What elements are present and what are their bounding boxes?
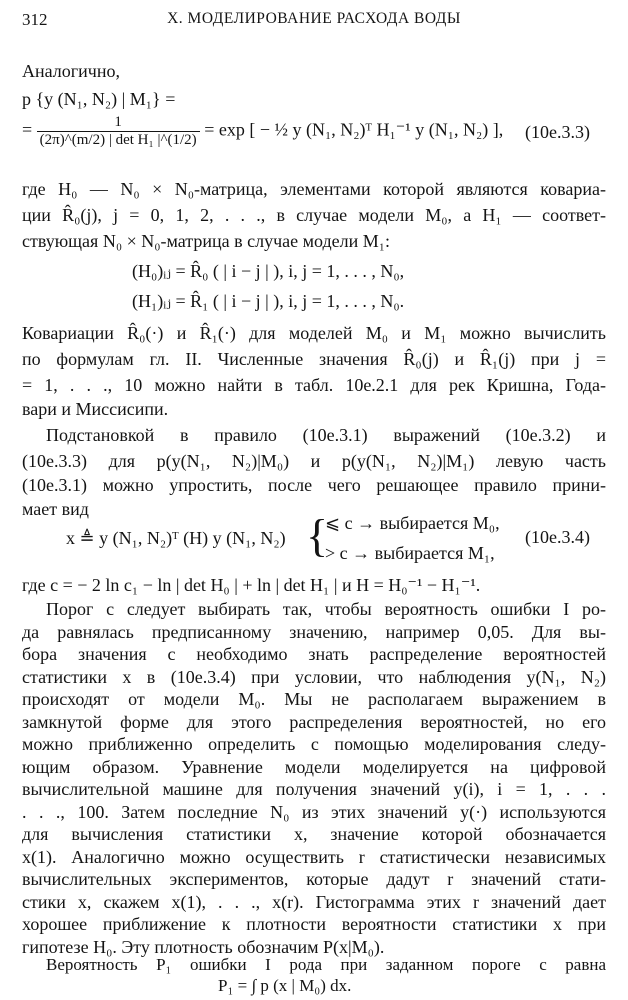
porog-line-13: вычислительных экспериментов, которые дадут r значений стати- xyxy=(22,869,606,889)
porog-line-10: . . ., 100. Затем последние N₀ из этих значений y(·) используются xyxy=(22,802,606,822)
h1-definition: (H₁)ᵢⱼ = R̂₁ ( | i − j | ), i, j = 1, . . . , N₀. xyxy=(132,291,405,311)
porog-line-8: ющим образом. Уравнение модели моделируется на цифровой xyxy=(22,757,606,777)
porog-line-4: статистики x в (10е.3.4) при условии, что наблюдения y(N₁, N₂) xyxy=(22,667,606,687)
gde-line-2: ции R̂₀(j), j = 0, 1, 2, . . ., в случае модели M₀, а H₁ — соответ- xyxy=(22,205,606,225)
subst-line-4: мает вид xyxy=(22,499,89,519)
porog-line-16: гипотезе H₀. Эту плотность обозначим P(x|M₀). xyxy=(22,937,385,957)
porog-line-14: стики x, скажем x(1), . . ., x(r). Гистограмма этих r значений дает xyxy=(22,892,606,912)
cov-line-1: Ковариации R̂₀(·) и R̂₁(·) для моделей M₀ и M₁ можно вычислить xyxy=(22,323,606,343)
eq-3-4-case-2: > c → выбирается M₁, xyxy=(325,543,495,563)
porog-line-2: да равнялась предписанному значению, например 0,05. Для вы- xyxy=(22,622,606,642)
porog-line-12: x(1). Аналогично можно осуществить r статистически независимых xyxy=(22,847,606,867)
gde-line-1: где H₀ — N₀ × N₀-матрица, элементами которой являются ковариа- xyxy=(22,179,606,199)
cov-line-2: по формулам гл. II. Численные значения R̂₀(j) и R̂₁(j) при j = xyxy=(22,349,606,369)
veroyat-line: Вероятность P₁ ошибки I рода при заданном пороге c равна xyxy=(46,955,606,974)
porog-line-7: можно приближенно определить с помощью моделирования следу- xyxy=(22,734,606,754)
p1-integral-formula: P₁ = ∫ p (x | M₀) dx. xyxy=(218,976,352,995)
porog-line-1: Порог c следует выбирать так, чтобы вероятность ошибки I ро- xyxy=(46,599,606,619)
porog-line-11: для вычисления статистики x, значение которой обозначается xyxy=(22,824,606,844)
eq-3-3-body: = $\frac{1}{\text{(2π)\textasciicircum{}(m/2) | det H₁ |\textasciicircum{}(1/2)}}$ = exp [ − ½ y (N₁, N₂)ᵀ H₁⁻¹ y (N₁, N₂) ], xyxy=(22,114,504,148)
eq-3-3-denominator: (2π)^(m/2) | det H₁ |^(1/2) xyxy=(39,132,197,148)
h0-definition: (H₀)ᵢⱼ = R̂₀ ( | i − j | ), i, j = 1, . . . , N₀, xyxy=(132,261,405,281)
subst-line-2: (10е.3.3) для p(y(N₁, N₂)|M₀) и p(y(N₁, N₂)|M₁) левую часть xyxy=(22,451,606,471)
eq-3-4-label: (10е.3.4) xyxy=(525,527,590,547)
porog-line-6: замкнутой форме для этого распределения вероятностей, но его xyxy=(22,712,606,732)
eq-3-4-lhs: x ≜ y (N₁, N₂)ᵀ (H) y (N₁, N₂) xyxy=(66,528,286,548)
page-number: 312 xyxy=(22,10,48,29)
intro-word: Аналогично, xyxy=(22,61,120,81)
running-title: X. МОДЕЛИРОВАНИЕ РАСХОДА ВОДЫ xyxy=(167,10,461,27)
cov-line-3: = 1, . . ., 10 можно найти в табл. 10е.2.1 для рек Кришна, Года- xyxy=(22,375,606,395)
gde-line-3: ствующая N₀ × N₀-матрица в случае модели M₁: xyxy=(22,231,391,251)
eq-3-3-rhs: = exp [ − ½ y (N₁, N₂)ᵀ H₁⁻¹ y (N₁, N₂) ], xyxy=(204,119,504,140)
porog-line-9: вычислительной машине для получения значений y(i), i = 1, . . . xyxy=(22,779,606,799)
eq-3-3-fraction xyxy=(37,114,200,149)
eq-3-4-brace: { xyxy=(306,510,329,561)
eq-3-3-label: (10е.3.3) xyxy=(525,122,590,142)
subst-line-3: (10е.3.1) можно упростить, после чего решающее правило прини- xyxy=(22,475,606,495)
porog-line-3: бора значения c необходимо знать распределение вероятностей xyxy=(22,644,606,664)
porog-line-5: происходят от модели M₀. Мы не располагаем выражением в xyxy=(22,689,606,709)
eq-3-3-numerator: 1 xyxy=(37,114,200,132)
cov-line-4: вари и Миссисипи. xyxy=(22,399,169,419)
subst-line-1: Подстановкой в правило (10е.3.1) выражений (10е.3.2) и xyxy=(46,425,606,445)
eq-3-3-lhs: p {y (N₁, N₂) | M₁} = xyxy=(22,89,176,109)
eq-3-4-case-1: ⩽ c → выбирается M₀, xyxy=(325,513,500,533)
where-c-definition: где c = − 2 ln c₁ − ln | det H₀ | + ln | det H₁ | и H = H₀⁻¹ − H₁⁻¹. xyxy=(22,575,481,595)
porog-line-15: хорошее приближение к плотности вероятности статистики x при xyxy=(22,914,606,934)
